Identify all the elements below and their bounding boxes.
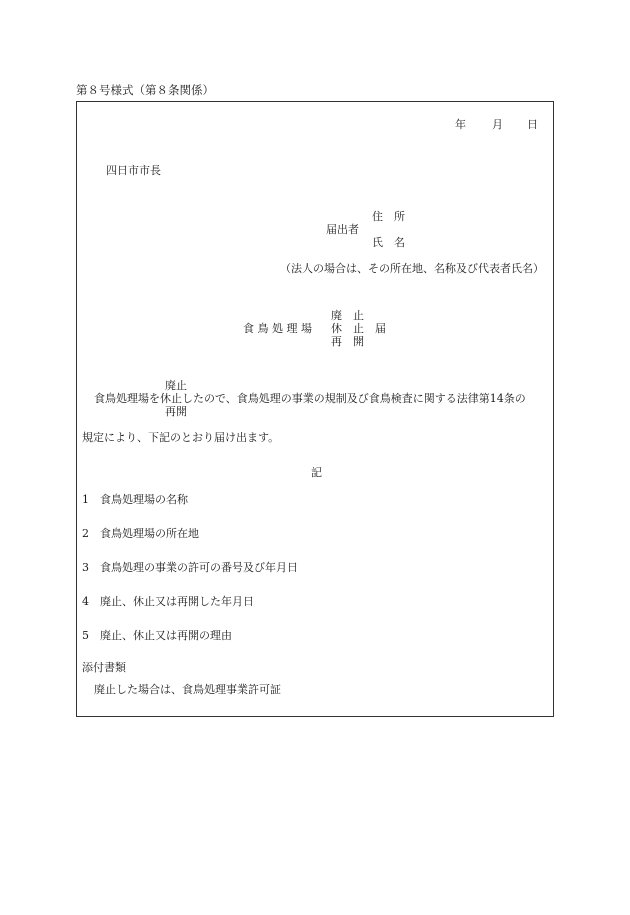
form-number: 第８号様式（第８条関係） (76, 83, 214, 97)
item-number: 1 (82, 493, 89, 506)
title-suffix: 届 (375, 322, 386, 335)
date-year-label: 年 (455, 118, 466, 131)
body-line-1: 食鳥処理場を休止したので、食鳥処理の事業の規制及び食鳥検査に関する法律第14条の (94, 392, 526, 405)
address-label: 住 所 (372, 210, 405, 223)
item-text: 食鳥処理場の名称 (100, 493, 188, 506)
item-number: 4 (82, 595, 89, 608)
recipient: 四日市市長 (106, 164, 161, 177)
title-option-abolish: 廃 止 (331, 309, 364, 322)
title-main: 食 鳥 処 理 場 (243, 322, 312, 335)
body-line-2: 規定により、下記のとおり届け出ます。 (82, 431, 280, 444)
item-text: 廃止、休止又は再開の理由 (100, 629, 232, 642)
attachments-text: 廃止した場合は、食鳥処理事業許可証 (94, 683, 281, 696)
title-option-suspend: 休 止 (331, 322, 364, 335)
attachments-heading: 添付書類 (82, 661, 126, 674)
title-option-resume: 再 開 (331, 335, 364, 348)
ki-heading: 記 (311, 466, 322, 479)
item-text: 廃止、休止又は再開した年月日 (100, 595, 254, 608)
item-text: 食鳥処理の事業の許可の番号及び年月日 (100, 561, 298, 574)
form-frame (76, 101, 554, 717)
date-day-label: 日 (527, 118, 538, 131)
item-number: 3 (82, 561, 89, 574)
body-option-resume: 再開 (165, 405, 187, 418)
item-number: 2 (82, 527, 89, 540)
applicant-label: 届出者 (326, 223, 359, 236)
date-month-label: 月 (492, 118, 503, 131)
corporate-note: （法人の場合は、その所在地、名称及び代表者氏名） (280, 262, 544, 275)
name-label: 氏 名 (372, 236, 405, 249)
body-option-abolish: 廃止 (165, 379, 187, 392)
item-text: 食鳥処理場の所在地 (100, 527, 199, 540)
item-number: 5 (82, 629, 89, 642)
